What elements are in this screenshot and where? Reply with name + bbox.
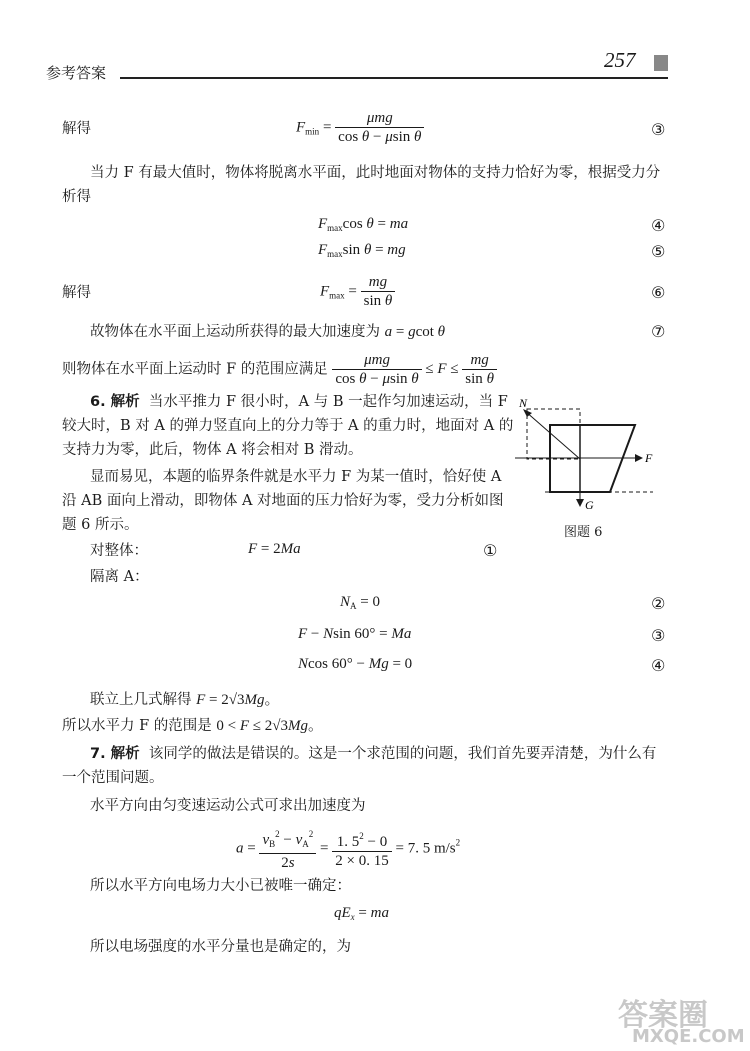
- p7-line4: 所以水平方向电场力大小已被唯一确定：: [90, 878, 351, 894]
- label-jiede-1: 解得: [62, 121, 91, 137]
- page-number: 257: [604, 48, 636, 72]
- p7-l1: 该同学的做法是错误的。这是一个求范围的问题，我们首先要弄清楚，为什么有: [148, 746, 657, 762]
- combine-line: 联立上几式解得 F = 2√3Mg。: [90, 692, 280, 708]
- p6-label: 6. 解析: [90, 394, 140, 410]
- range-f-text: 所以水平力 F 的范围是: [62, 718, 212, 734]
- equation-fmin: $F_{min}$ = $\frac{\text{μmg}}{\text{cos θ − μsin θ}}$: [296, 110, 424, 146]
- figure-6: [505, 395, 665, 515]
- equation-f-nsin: F − Nsin 60° = Ma: [298, 626, 412, 642]
- watermark-url: MXQE.COM: [632, 1026, 745, 1047]
- equation-5: $F_{max}\sin$ θ = mg: [318, 242, 406, 259]
- label-f: F: [645, 451, 653, 465]
- p6-line5: 沿 AB 面向上滑动，即物体 A 对地面的压力恰好为零，受力分析如图: [62, 493, 504, 509]
- header-title: 参考答案: [46, 64, 107, 82]
- watermark-text: 答案圈: [618, 998, 708, 1033]
- p7-label: 7. 解析: [90, 746, 140, 762]
- p6-line4: 显而易见，本题的临界条件就是水平力 F 为某一值时，恰好使 A: [90, 469, 502, 485]
- n-arrow: [525, 411, 580, 459]
- eq-marker-4: ④: [651, 216, 666, 235]
- eq-marker-3: ③: [651, 120, 666, 139]
- conclusion-a-text: 故物体在水平面上运动所获得的最大加速度为: [90, 324, 380, 340]
- eq-marker-5: ⑤: [651, 242, 666, 261]
- page-number-block: [654, 55, 668, 71]
- eq-marker-4b: ④: [651, 656, 666, 675]
- label-jiede-2: 解得: [62, 285, 91, 301]
- equation-ncos: Ncos 60° − Mg = 0: [298, 656, 413, 672]
- equation-whole: F = 2Ma: [248, 541, 301, 557]
- equation-accel: a = $\frac{v_B^2 - v_A^2}{2s}$ = $\frac{1. 5^2 - 0}{2 \times 0. 15}$ = 7. 5 $m/s^2$: [236, 826, 460, 872]
- range-line: 则物体在水平面上运动时 F 的范围应满足 $\frac{\text{μmg}}{\text{cos θ − μsin θ}}$ ≤ F ≤ $\frac{mg}{\text{sin θ}}$: [62, 352, 497, 388]
- p6-line2: 较大时，B 对 A 的弹力竖直向上的分力等于 A 的重力时，地面对 A 的: [62, 418, 514, 434]
- para-fmax-line1: 当力 F 有最大值时，物体将脱离水平面，此时地面对物体的支持力恰好为零，根据受力分: [90, 165, 661, 181]
- eq-marker-1: ①: [483, 541, 498, 560]
- equation-qe: $qE_x$ = ma: [334, 905, 389, 922]
- p7-line2: 一个范围问题。: [62, 770, 164, 786]
- eq-marker-3b: ③: [651, 626, 666, 645]
- eq-marker-7: ⑦: [651, 322, 666, 341]
- header-rule: [120, 77, 668, 79]
- label-n: N: [519, 396, 528, 410]
- equation-na: $N_A = 0$: [340, 594, 380, 611]
- p6-l1: 当水平推力 F 很小时，A 与 B 一起作匀加速运动，当 F: [148, 394, 508, 410]
- figure-caption: 图题 6: [564, 525, 603, 540]
- combine-text: 联立上几式解得: [90, 692, 192, 708]
- p7-line1: [90, 744, 656, 764]
- g-arrowhead: [576, 499, 584, 507]
- range-f-line: 所以水平力 F 的范围是 0 < F ≤ 2√3Mg。: [62, 718, 324, 734]
- equation-4: $F_{max}\cos$ θ = ma: [318, 216, 409, 233]
- whole-label: 对整体：: [90, 543, 148, 559]
- p6-line3: 支持力为零，此后，物体 A 将会相对 B 滑动。: [62, 442, 363, 458]
- para-fmax-line2: 析得: [62, 189, 91, 205]
- equation-6: $F_{max}$ = $\frac{mg}{\text{sin θ}}$: [320, 274, 395, 310]
- isolate-label: 隔离 A：: [90, 569, 149, 585]
- f-arrowhead: [635, 454, 643, 462]
- eq-marker-2: ②: [651, 594, 666, 613]
- label-g: G: [585, 498, 594, 512]
- p7-line3: 水平方向由匀变速运动公式可求出加速度为: [90, 798, 366, 814]
- p6-line6: 题 6 所示。: [62, 517, 139, 533]
- conclusion-acceleration: 故物体在水平面上运动所获得的最大加速度为 a = gcot θ: [90, 324, 446, 340]
- range-intro-text: 则物体在水平面上运动时 F 的范围应满足: [62, 361, 328, 378]
- eq-marker-6: ⑥: [651, 283, 666, 302]
- p7-line5: 所以电场强度的水平分量也是确定的，为: [90, 939, 351, 955]
- p6-line1: [90, 392, 508, 412]
